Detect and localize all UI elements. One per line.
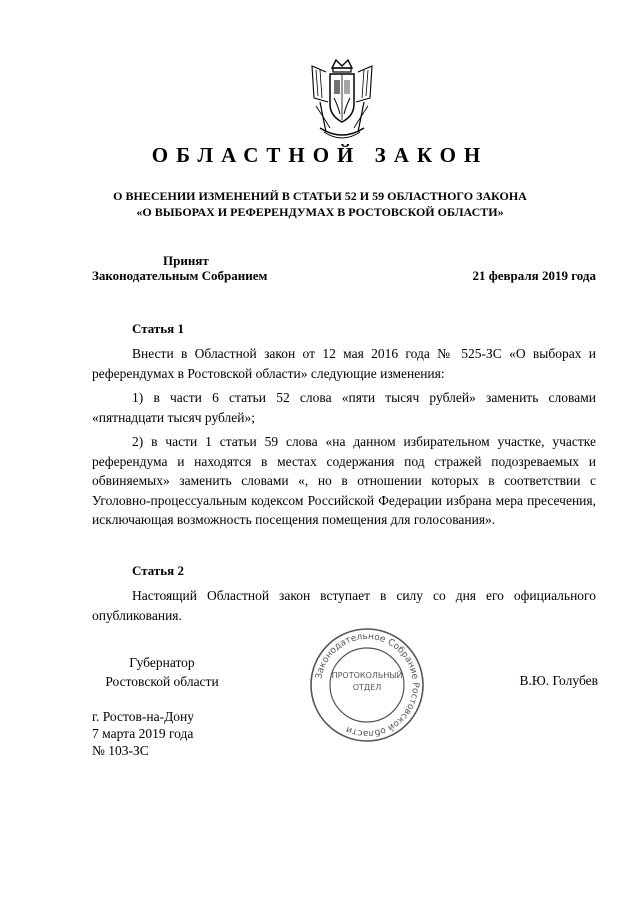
stamp-inner-line: ОТДЕЛ (352, 683, 382, 692)
article-1-item-1: 1) в части 6 статьи 52 слова «пяти тысяч рублей» заменить словами «пятнадцати тысяч рублей»; (92, 390, 596, 425)
article-1-heading: Статья 1 (132, 321, 184, 336)
coat-of-arms-icon (306, 58, 378, 140)
signatory-position-line: Губернатор (129, 655, 195, 670)
article-2-heading: Статья 2 (132, 563, 184, 578)
law-subtitle-line: «О ВЫБОРАХ И РЕФЕРЕНДУМАХ В РОСТОВСКОЙ ОБЛАСТИ» (136, 205, 504, 219)
law-subtitle-line: О ВНЕСЕНИИ ИЗМЕНЕНИЙ В СТАТЬИ 52 И 59 ОБЛАСТНОГО ЗАКОНА (113, 189, 527, 203)
article-2-text: Настоящий Областной закон вступает в силу со дня его официального опубликования. (92, 588, 596, 623)
place-and-date (92, 708, 194, 759)
adoption-date: 21 февраля 2019 года (472, 268, 596, 283)
stamp-outer-text: Законодательное Собрание Ростовской области (314, 631, 421, 739)
article-1-item-2: 2) в части 1 статьи 59 слова «на данном избирательном участке, участке референдума и находятся в местах содержания под стражей подозреваемых и обвиняемых» заменить словами «, но в отношении которых в соответствии с Уголовно-процессуальным кодексом Российской Федерации избрана мера пресечения, исключающая возможность посещения помещения для голосования». (92, 434, 596, 527)
law-title: ОБЛАСТНОЙ ЗАКОН (151, 143, 489, 167)
signatory-name: В.Ю. Голубев (519, 673, 598, 688)
signatory-position-line: Ростовской области (105, 674, 219, 689)
official-stamp (308, 626, 426, 744)
law-subtitle (60, 188, 580, 220)
adopting-body: Законодательным Собранием (92, 268, 268, 283)
stamp-inner-line: ПРОТОКОЛЬНЫЙ (331, 671, 403, 680)
adopted-label: Принят (163, 253, 209, 268)
law-number: № 103-ЗС (92, 743, 149, 758)
article-1-intro: Внести в Областной закон от 12 мая 2016 года № 525-ЗС «О выборах и референдумах в Ростовской области» следующие изменения: (92, 346, 596, 381)
signing-date: 7 марта 2019 года (92, 726, 194, 741)
city: г. Ростов-на-Дону (92, 709, 195, 724)
signatory-position (92, 653, 232, 691)
